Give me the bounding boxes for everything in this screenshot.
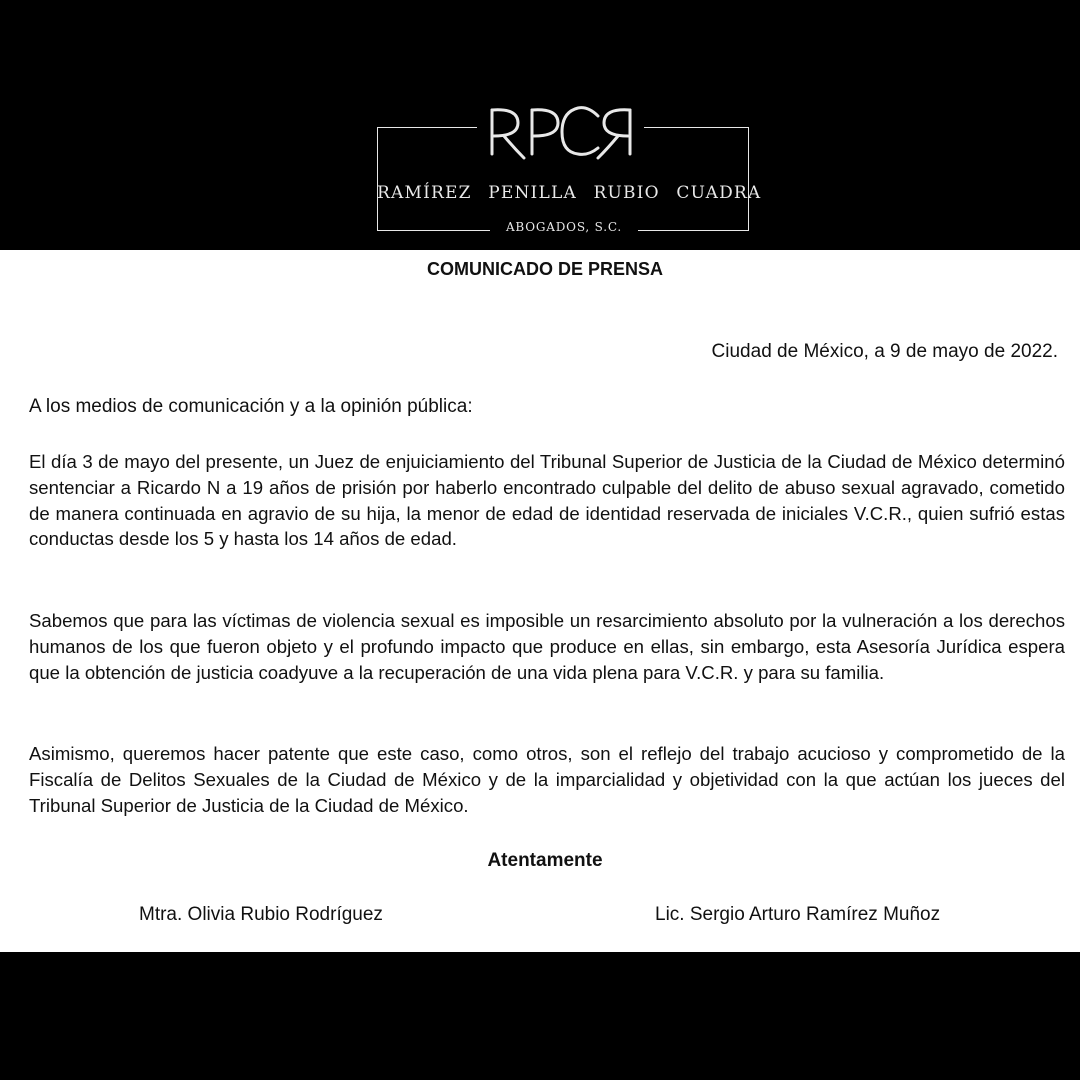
logo-frame-top-left bbox=[377, 127, 477, 128]
firm-subtitle: ABOGADOS, S.C. bbox=[490, 220, 638, 234]
salutation: A los medios de comunicación y a la opinión pública: bbox=[29, 396, 473, 417]
signatory-left: Mtra. Olivia Rubio Rodríguez bbox=[139, 904, 383, 925]
firm-name: RAMÍREZ PENILLA RUBIO CUADRA bbox=[377, 183, 762, 203]
letterhead bbox=[0, 0, 1080, 250]
logo-frame-top-right bbox=[644, 127, 749, 128]
closing: Atentamente bbox=[487, 850, 603, 871]
paragraph-acknowledgement: Asimismo, queremos hacer patente que este caso, como otros, son el reflejo del trabajo acucioso y comprometido de la Fiscalía de Delitos Sexuales de la Ciudad de México y de la imparcialidad y objetividad con la que actúan los jueces del Tribunal Superior de Justicia de la Ciudad de México. bbox=[29, 743, 1065, 816]
paragraph-sentence: El día 3 de mayo del presente, un Juez de enjuiciamiento del Tribunal Superior de Justicia de la Ciudad de México determinó sentenciar a Ricardo N a 19 años de prisión por haberlo encontrado culpable del delito de abuso sexual agravado, cometido de manera continuada en agravio de su hija, la menor de edad de identidad reservada de iniciales V.C.R., quien sufrió estas conductas desde los 5 y hasta los 14 años de edad. bbox=[29, 451, 1065, 550]
document-title: COMUNICADO DE PRENSA bbox=[426, 259, 663, 279]
paragraph-victims: Sabemos que para las víctimas de violencia sexual es imposible un resarcimiento absoluto por la vulneración a los derechos humanos de los que fueron objeto y el profundo impacto que produce en ellas, sin embargo, esta Asesoría Jurídica espera que la obtención de justicia coadyuve a la recuperación de una vida plena para V.C.R. y para su familia. bbox=[29, 610, 1065, 683]
signatory-right: Lic. Sergio Arturo Ramírez Muñoz bbox=[655, 904, 941, 925]
firm-monogram-logo bbox=[480, 92, 645, 172]
date-line: Ciudad de México, a 9 de mayo de 2022. bbox=[711, 341, 1058, 362]
